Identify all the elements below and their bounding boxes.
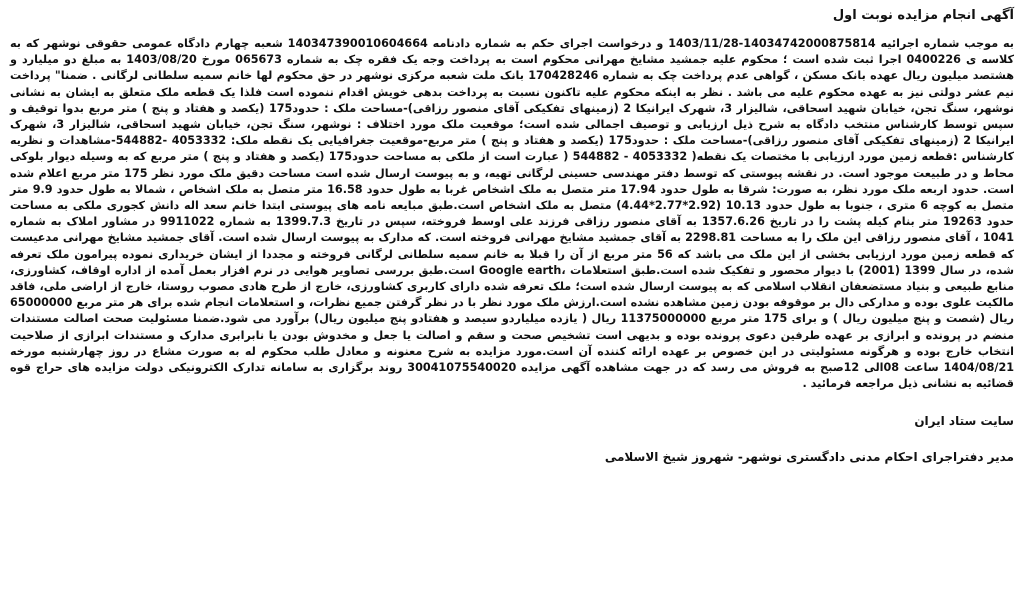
notice-title: آگهی انجام مزایده نوبت اول — [832, 8, 1014, 23]
notice-footer — [10, 410, 1014, 468]
site-reference: سایت ستاد ایران — [914, 414, 1014, 429]
signature-line: مدیر دفتراجرای احکام مدنی دادگستری نوشهر- شهروز شیخ الاسلامی — [604, 450, 1014, 465]
notice-body: به موجب شماره اجرائیه 14034742000875814-1403/11/28 و درخواست اجرای حکم به شماره دادنامه 140347390010604664 شعبه چهارم دادگاه عمومی حقوقی نوشهر که به کلاسه ی 0400226 اجرا ثبت شده است ؛ محکوم علیه جمشید مشایخ مهرانی محکوم است به پرداخت وجه یک فقره چک به شماره 065673 مورخ 1403/08/20 به مبلغ دو میلیارد و هشتصد میلیون ریال عهده بانک مسکن ، گواهی عدم پرداخت چک به شماره 170428246 بانک ملت شعبه مرکزی نوشهر در حق محکوم لها خانم سمیه سلطانی لرگانی . ضمنا" پرداخت نیم عشر دولتی نیز به عهده محکوم علیه می باشد . نظر به اینکه محکوم علیه تاکنون نسبت به پرداخت بدهی خویش اقدام ننموده است فلذا یک قطعه ملک متعلق به ایشان به نشانی نوشهر، سنگ تجن، خیابان شهید اسحاقی، شالیزار 3، شهرک ایرانیکا 2 (زمینهای تفکیکی آقای منصور رزاقی)-مساحت ملک : حدود175 (یکصد و هفتاد و پنج ) متر مربع بدوا توقیف و سپس توسط کارشناس منتخب دادگاه به شرح ذیل ارزیابی و توصیف اجمالی شده است؛ موقعیت ملک مورد اختلاف : نوشهر، سنگ تجن، خیابان شهید اسحاقی، شالیزار 3، شهرک ایرانیکا 2 (زمینهای تفکیکی آقای منصور رزاقی)-مساحت ملک : حدود175 (یکصد و هفتاد و پنج ) متر مربع-موقعیت جغرافیایی یک نقطه ملک: 4053332 -544882-مشاهدات و نظریه کارشناس :قطعه زمین مورد ارزیابی با مختصات یک نقطه( 4053332 - 544882 ( عبارت است از ملکی به مساحت حدود175 (یکصد و هفتاد و پنج ) متر مربع که به وسیله دیوار بلوکی محاط و در طبیعت موجود است. در نقشه پیوستی که توسط دفتر مهندسی حسینی لرگانی تهیه، و به پیوست ارسال شده است مساحت دقیق ملک مورد نظر 175 متر مربع اعلام شده است. حدود اربعه ملک مورد نظر، به صورت: شرقا به طول حدود 17.94 متر متصل به ملک اشخاص غربا به طول حدود 16.58 متر متصل به ملک اشخاص ، شمالا به طول حدود 9.9 متر متصل به کوچه 6 متری ، جنوبا به طول حدود 10.13 (2.92*2.77*4.44) متصل به ملک اشخاص است.طبق مبایعه نامه های پیوستی ابتدا خانم سعد اله دانش کجوری ملکی به مساحت حدود 19263 متر بنام کیله پشت را در تاریخ 1357.6.26 به آقای منصور رزاقی فرزند علی اوسط فروخته، سپس در تاریخ 1399.7.3 به شماره 9911022 در مشاور املاک به شماره 1041 ، آقای منصور رزاقی این ملک را به مساحت 2298.81 به آقای جمشید مشایخ مهرانی فروخته است. که مدارک به پیوست ارسال شده است. آقای جمشید مشایخ مهرانی مدعیست که قطعه زمین مورد ارزیابی بخشی از این ملک می باشد که 56 متر مربع از آن را قبلا به خانم سمیه سلطانی لرگانی فروخته و مجددا از ایشان خریداری نموده پیرامون ملک تعرفه شده، در سال 1399 (2001) با دیوار محصور و تفکیک شده است.طبق استعلامات ،Google earth است.طبق بررسی تصاویر هوایی در نرم افزار بعمل آمده از اداره اوقاف، کشاورزی، منابع طبیعی و بنیاد مستضعفان انقلاب اسلامی که به پیوست ارسال شده است؛ ملک تعرفه شده دارای کاربری کشاورزی، خارج از طرح هادی مصوب روستا، خارج از اراضی ملی، فاقد مالکیت علوی بوده و مدارکی دال بر موقوفه بودن زمین مشاهده نشده است.ارزش ملک مورد نظر با در نظر گرفتن جمیع نظرات، و استعلامات انجام شده برای هر متر مربع 65000000 ریال (شصت و پنج میلیون ریال ) و برای 175 متر مربع 11375000000 ریال ( یازده میلیاردو سیصد و هفتادو پنج میلیون ریال) برآورد می شود.ضمنا مسئولیت صحت اصالت مستندات منضم در پرونده و ابرازی بر عهده طرفین دعوی پرونده بوده و بدیهی است تشخیص صحت و سقم و اصالت یا جعل و مخدوش بودن یا نابرابری مدارک و مستندات ابرازی از صلاحیت انتخاب خارج بوده و هرگونه مسئولیتی در این خصوص بر عهده ارائه کننده آن است.مورد مزایده به شرح معنونه و معادل طلب محکوم له به صورت مشاع در روز چهارشنبه مورخه 1404/08/21 ساعت 08الی 12صبح به فروش می رسد که در جهت مشاهده آگهی مزایده 30041075540020 روند برگزاری به سامانه تدارک الکترونیکی دولت مزایده های حراج قوه قضائیه به نشانی ذیل مراجعه فرمائید . — [10, 37, 1015, 391]
